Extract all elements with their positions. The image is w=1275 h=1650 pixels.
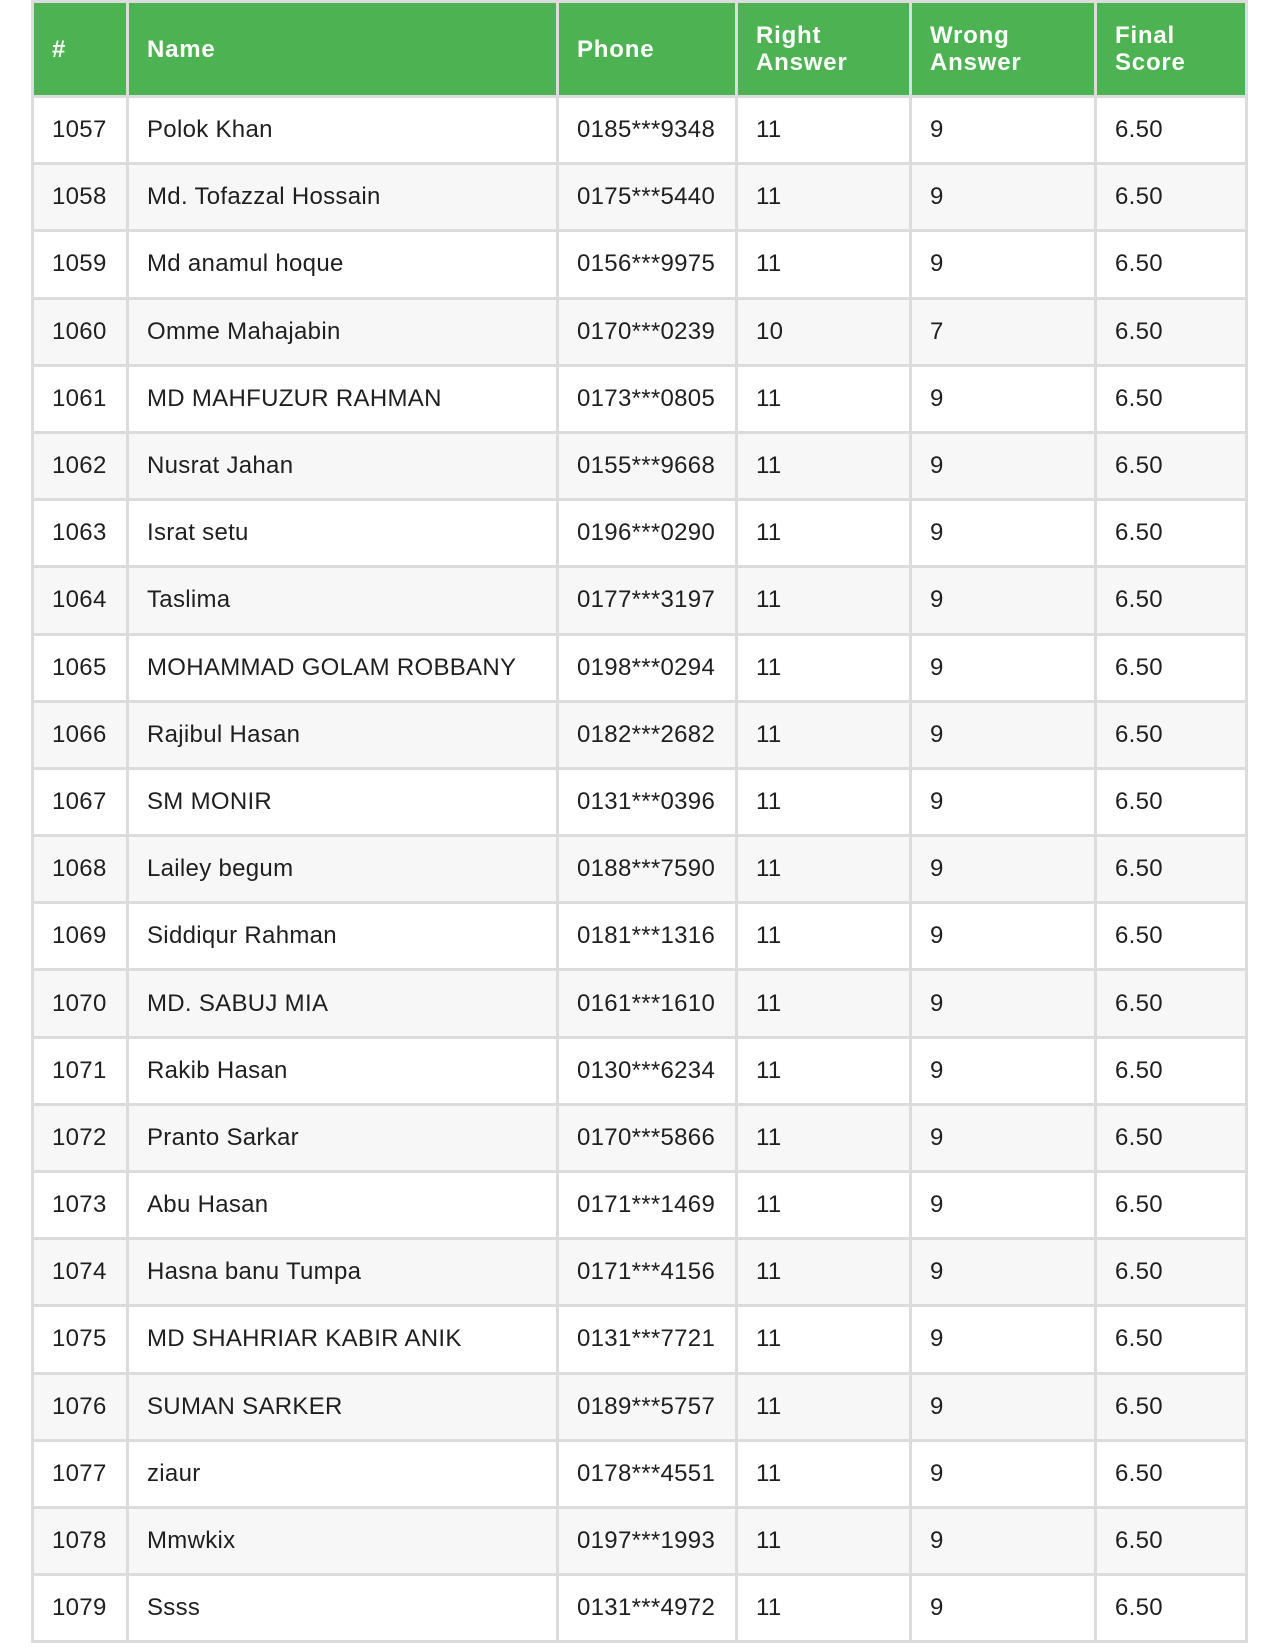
table-row [33,903,1247,970]
table-row [33,1440,1247,1507]
cell-right: 11 [737,903,911,970]
cell-name: Hasna banu Tumpa [128,1239,558,1306]
cell-idx: 1063 [33,500,128,567]
cell-wrong: 9 [911,231,1096,298]
column-header-label: Phone [577,35,655,63]
cell-name: Pranto Sarkar [128,1104,558,1171]
cell-idx: 1058 [33,164,128,231]
cell-idx: 1068 [33,836,128,903]
column-header-score [1096,2,1247,97]
table-row [33,1373,1247,1440]
cell-wrong: 9 [911,164,1096,231]
cell-wrong: 9 [911,1239,1096,1306]
cell-phone: 0171***4156 [558,1239,737,1306]
cell-name: Rakib Hasan [128,1037,558,1104]
column-header-label: Name [147,35,216,63]
cell-idx: 1069 [33,903,128,970]
cell-score: 6.50 [1096,1037,1247,1104]
cell-phone: 0188***7590 [558,836,737,903]
cell-phone: 0171***1469 [558,1172,737,1239]
cell-right: 10 [737,298,911,365]
cell-phone: 0196***0290 [558,500,737,567]
cell-wrong: 9 [911,1373,1096,1440]
cell-name: Siddiqur Rahman [128,903,558,970]
cell-phone: 0131***7721 [558,1306,737,1373]
cell-score: 6.50 [1096,1373,1247,1440]
table-row [33,500,1247,567]
cell-phone: 0161***1610 [558,970,737,1037]
cell-idx: 1065 [33,634,128,701]
cell-idx: 1071 [33,1037,128,1104]
cell-wrong: 9 [911,970,1096,1037]
cell-name: Taslima [128,567,558,634]
table-row [33,836,1247,903]
table-body [33,97,1247,1642]
cell-idx: 1061 [33,365,128,432]
column-header-name [128,2,558,97]
table-row [33,701,1247,768]
cell-idx: 1075 [33,1306,128,1373]
table-row [33,164,1247,231]
table-row [33,97,1247,164]
cell-right: 11 [737,634,911,701]
table-row [33,1306,1247,1373]
cell-right: 11 [737,567,911,634]
cell-name: MD MAHFUZUR RAHMAN [128,365,558,432]
cell-idx: 1074 [33,1239,128,1306]
cell-idx: 1073 [33,1172,128,1239]
cell-right: 11 [737,432,911,499]
cell-idx: 1077 [33,1440,128,1507]
cell-score: 6.50 [1096,567,1247,634]
cell-name: Abu Hasan [128,1172,558,1239]
table-row [33,1239,1247,1306]
cell-wrong: 9 [911,1104,1096,1171]
cell-score: 6.50 [1096,1575,1247,1642]
cell-score: 6.50 [1096,432,1247,499]
cell-right: 11 [737,1239,911,1306]
table-row [33,768,1247,835]
cell-right: 11 [737,231,911,298]
table-row [33,1575,1247,1642]
cell-phone: 0173***0805 [558,365,737,432]
cell-right: 11 [737,836,911,903]
cell-wrong: 9 [911,634,1096,701]
cell-score: 6.50 [1096,1104,1247,1171]
cell-name: Mmwkix [128,1507,558,1574]
cell-name: Ssss [128,1575,558,1642]
cell-name: Rajibul Hasan [128,701,558,768]
cell-wrong: 9 [911,768,1096,835]
cell-wrong: 9 [911,1440,1096,1507]
cell-wrong: 9 [911,836,1096,903]
cell-score: 6.50 [1096,701,1247,768]
table-row [33,231,1247,298]
cell-phone: 0189***5757 [558,1373,737,1440]
column-header-label: Right Answer [756,22,848,76]
cell-phone: 0170***0239 [558,298,737,365]
cell-score: 6.50 [1096,298,1247,365]
cell-score: 6.50 [1096,164,1247,231]
cell-right: 11 [737,768,911,835]
table-row [33,1037,1247,1104]
cell-wrong: 9 [911,1172,1096,1239]
cell-wrong: 9 [911,1037,1096,1104]
cell-phone: 0170***5866 [558,1104,737,1171]
cell-phone: 0131***4972 [558,1575,737,1642]
table-header [33,2,1247,97]
column-header-label: Final Score [1115,22,1186,76]
cell-score: 6.50 [1096,1507,1247,1574]
table-row [33,567,1247,634]
cell-score: 6.50 [1096,768,1247,835]
results-table [31,0,1248,1643]
column-header-phone [558,2,737,97]
cell-wrong: 9 [911,365,1096,432]
cell-name: MOHAMMAD GOLAM ROBBANY [128,634,558,701]
cell-phone: 0198***0294 [558,634,737,701]
cell-name: Israt setu [128,500,558,567]
column-header-wrong [911,2,1096,97]
cell-name: ziaur [128,1440,558,1507]
cell-right: 11 [737,1104,911,1171]
cell-score: 6.50 [1096,1239,1247,1306]
table-row [33,365,1247,432]
cell-phone: 0197***1993 [558,1507,737,1574]
cell-idx: 1076 [33,1373,128,1440]
cell-name: Lailey begum [128,836,558,903]
cell-idx: 1059 [33,231,128,298]
header-row [33,2,1247,97]
cell-phone: 0131***0396 [558,768,737,835]
cell-wrong: 9 [911,1507,1096,1574]
cell-idx: 1070 [33,970,128,1037]
cell-phone: 0156***9975 [558,231,737,298]
cell-phone: 0177***3197 [558,567,737,634]
column-header-label: # [52,35,67,63]
cell-name: MD SHAHRIAR KABIR ANIK [128,1306,558,1373]
cell-wrong: 9 [911,432,1096,499]
cell-score: 6.50 [1096,1306,1247,1373]
cell-wrong: 9 [911,567,1096,634]
table-row [33,298,1247,365]
cell-right: 11 [737,1037,911,1104]
cell-wrong: 9 [911,1575,1096,1642]
column-header-right [737,2,911,97]
cell-phone: 0155***9668 [558,432,737,499]
cell-right: 11 [737,1306,911,1373]
cell-score: 6.50 [1096,836,1247,903]
cell-idx: 1067 [33,768,128,835]
cell-idx: 1057 [33,97,128,164]
cell-phone: 0175***5440 [558,164,737,231]
cell-right: 11 [737,1172,911,1239]
cell-name: MD. SABUJ MIA [128,970,558,1037]
cell-right: 11 [737,97,911,164]
cell-wrong: 9 [911,1306,1096,1373]
cell-phone: 0178***4551 [558,1440,737,1507]
cell-score: 6.50 [1096,500,1247,567]
cell-idx: 1064 [33,567,128,634]
cell-wrong: 9 [911,903,1096,970]
cell-right: 11 [737,164,911,231]
cell-right: 11 [737,1373,911,1440]
cell-phone: 0130***6234 [558,1037,737,1104]
cell-idx: 1072 [33,1104,128,1171]
cell-idx: 1079 [33,1575,128,1642]
table-row [33,1104,1247,1171]
cell-idx: 1062 [33,432,128,499]
cell-name: Nusrat Jahan [128,432,558,499]
cell-right: 11 [737,500,911,567]
column-header-label: Wrong Answer [930,22,1022,76]
cell-name: Md. Tofazzal Hossain [128,164,558,231]
cell-wrong: 9 [911,500,1096,567]
cell-name: SM MONIR [128,768,558,835]
cell-score: 6.50 [1096,1172,1247,1239]
cell-score: 6.50 [1096,634,1247,701]
cell-score: 6.50 [1096,231,1247,298]
cell-wrong: 7 [911,298,1096,365]
table-row [33,432,1247,499]
cell-score: 6.50 [1096,365,1247,432]
cell-phone: 0182***2682 [558,701,737,768]
cell-name: SUMAN SARKER [128,1373,558,1440]
cell-wrong: 9 [911,701,1096,768]
column-header-idx [33,2,128,97]
cell-idx: 1066 [33,701,128,768]
cell-score: 6.50 [1096,97,1247,164]
cell-phone: 0181***1316 [558,903,737,970]
cell-name: Omme Mahajabin [128,298,558,365]
cell-right: 11 [737,701,911,768]
table-row [33,634,1247,701]
cell-name: Polok Khan [128,97,558,164]
cell-score: 6.50 [1096,1440,1247,1507]
cell-right: 11 [737,1575,911,1642]
cell-wrong: 9 [911,97,1096,164]
table-row [33,970,1247,1037]
cell-right: 11 [737,1507,911,1574]
table-row [33,1507,1247,1574]
cell-score: 6.50 [1096,903,1247,970]
cell-score: 6.50 [1096,970,1247,1037]
cell-right: 11 [737,1440,911,1507]
cell-idx: 1060 [33,298,128,365]
cell-name: Md anamul hoque [128,231,558,298]
cell-idx: 1078 [33,1507,128,1574]
table-row [33,1172,1247,1239]
cell-phone: 0185***9348 [558,97,737,164]
cell-right: 11 [737,365,911,432]
cell-right: 11 [737,970,911,1037]
